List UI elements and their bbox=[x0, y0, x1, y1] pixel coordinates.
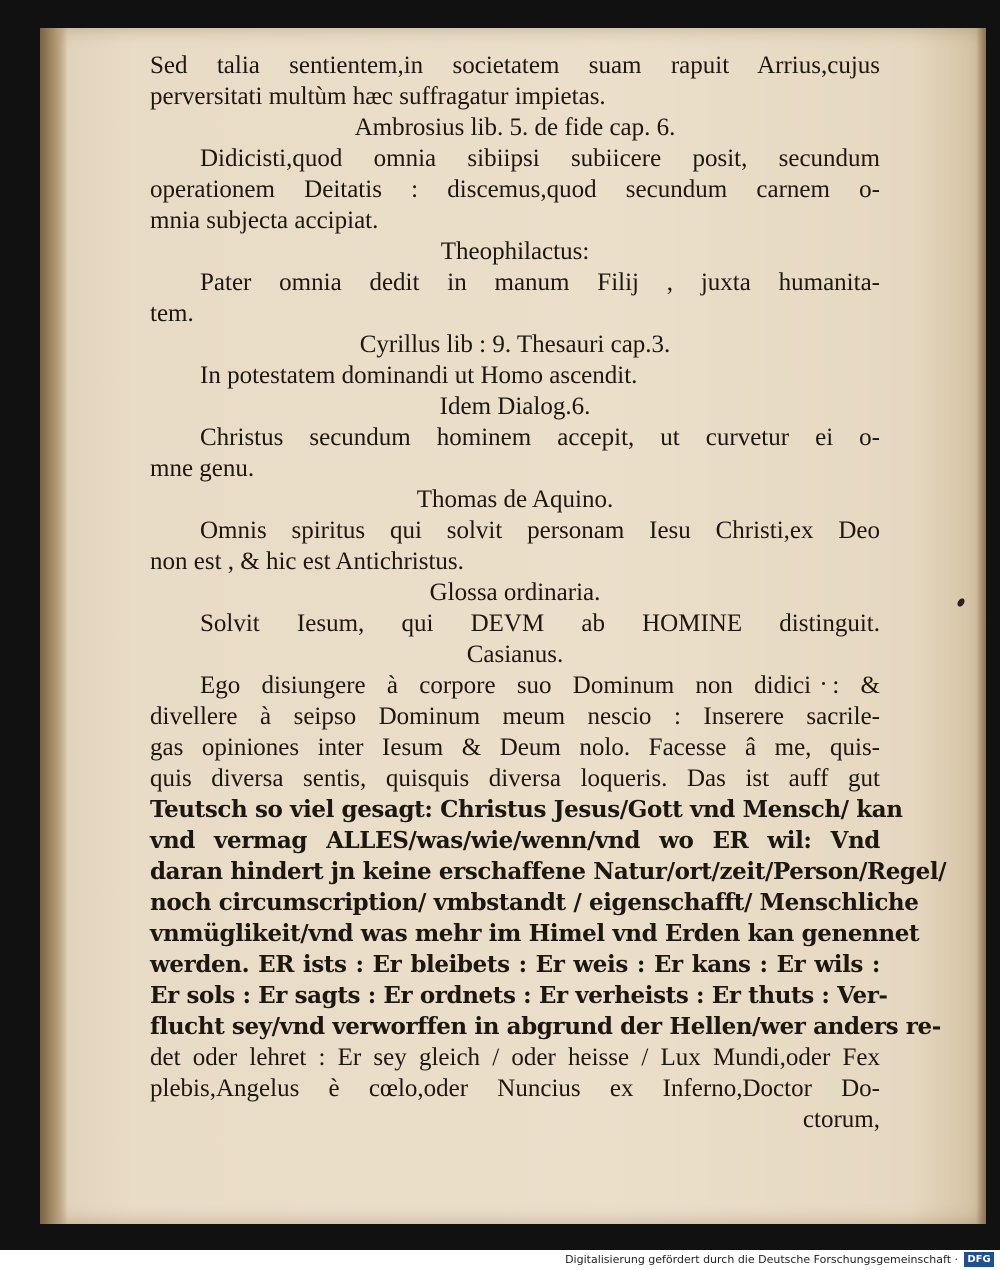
text-line: Christus secundum hominem accepit, ut curvetur ei o- bbox=[200, 424, 880, 451]
section-heading: Idem Dialog.6. bbox=[439, 393, 591, 420]
fraktur-line: werden. ER ists : Er bleibets : Er weis : Er kans : Er wils : bbox=[150, 951, 880, 978]
text-line: operationem Deitatis : discemus,quod secundum carnem o- bbox=[150, 176, 880, 203]
section-heading: Theophilactus: bbox=[440, 238, 590, 265]
section-heading: Casianus. bbox=[466, 641, 564, 668]
text-line: ctorum, bbox=[802, 1106, 880, 1133]
text-line: Sed talia sentientem,in societatem suam rapuit Arrius,cujus bbox=[150, 52, 880, 79]
page-gutter bbox=[40, 28, 68, 1224]
text-line: In potestatem dominandi ut Homo ascendit. bbox=[200, 362, 638, 389]
fraktur-line: flucht sey/vnd verworffen in abgrund der Hellen/wer anders re- bbox=[150, 1013, 941, 1040]
fraktur-line: noch circumscription/ vmbstandt / eigenschafft/ Menschliche bbox=[150, 889, 919, 916]
text-line: mne genu. bbox=[150, 455, 255, 482]
text-line: tem. bbox=[150, 300, 194, 327]
text-line: det oder lehret : Er sey gleich / oder heisse / Lux Mundi,oder Fex bbox=[150, 1044, 880, 1071]
text-line: plebis,Angelus è cœlo,oder Nuncius ex Inferno,Doctor Do- bbox=[150, 1075, 880, 1102]
section-heading: Thomas de Aquino. bbox=[416, 486, 614, 513]
fraktur-line: vnmüglikeit/vnd was mehr im Himel vnd Erden kan genennet bbox=[150, 920, 920, 947]
text-line: mnia subjecta accipiat. bbox=[150, 207, 379, 234]
text-line: Solvit Iesum, qui DEVM ab HOMINE distinguit. bbox=[200, 610, 880, 637]
section-heading: Ambrosius lib. 5. de fide cap. 6. bbox=[354, 114, 676, 141]
footer-text: Digitalisierung gefördert durch die Deutsche Forschungsgemeinschaft · bbox=[565, 1253, 958, 1266]
text-line: perversitati multùm hæc suffragatur impietas. bbox=[150, 83, 606, 110]
section-heading: Cyrillus lib : 9. Thesauri cap.3. bbox=[359, 331, 671, 358]
page-edge bbox=[976, 28, 986, 1224]
text-line: non est , & hic est Antichristus. bbox=[150, 548, 464, 575]
fraktur-line: Teutsch so viel gesagt: Christus Jesus/Gott vnd Mensch/ kan bbox=[150, 796, 903, 823]
page-text bbox=[150, 50, 947, 1135]
fraktur-line: Er sols : Er sagts : Er ordnets : Er verheists : Er thuts : Ver- bbox=[150, 982, 888, 1009]
digitization-footer bbox=[0, 1250, 1000, 1270]
fraktur-line: vnd vermag ALLES/was/wie/wenn/vnd wo ER wil: Vnd bbox=[150, 827, 880, 854]
section-heading: Glossa ordinaria. bbox=[429, 579, 601, 606]
text-line: Pater omnia dedit in manum Filij , juxta humanita- bbox=[200, 269, 880, 296]
ink-speck bbox=[956, 597, 966, 608]
text-line: quis diversa sentis, quisquis diversa loqueris. Das ist auff gut bbox=[150, 765, 880, 792]
text-line: divellere à seipso Dominum meum nescio : Inserere sacrile- bbox=[150, 703, 880, 730]
dfg-logo: DFG bbox=[964, 1252, 994, 1267]
text-line: Ego disiungere à corpore suo Dominum non didici : & bbox=[200, 672, 880, 699]
text-line: gas opiniones inter Iesum & Deum nolo. Facesse â me, quis- bbox=[150, 734, 880, 761]
text-line: Didicisti,quod omnia sibiipsi subiicere posit, secundum bbox=[200, 145, 880, 172]
fraktur-line: daran hindert jn keine erschaffene Natur/ort/zeit/Person/Regel/ bbox=[150, 858, 947, 885]
text-line: Omnis spiritus qui solvit personam Iesu Christi,ex Deo bbox=[200, 517, 880, 544]
